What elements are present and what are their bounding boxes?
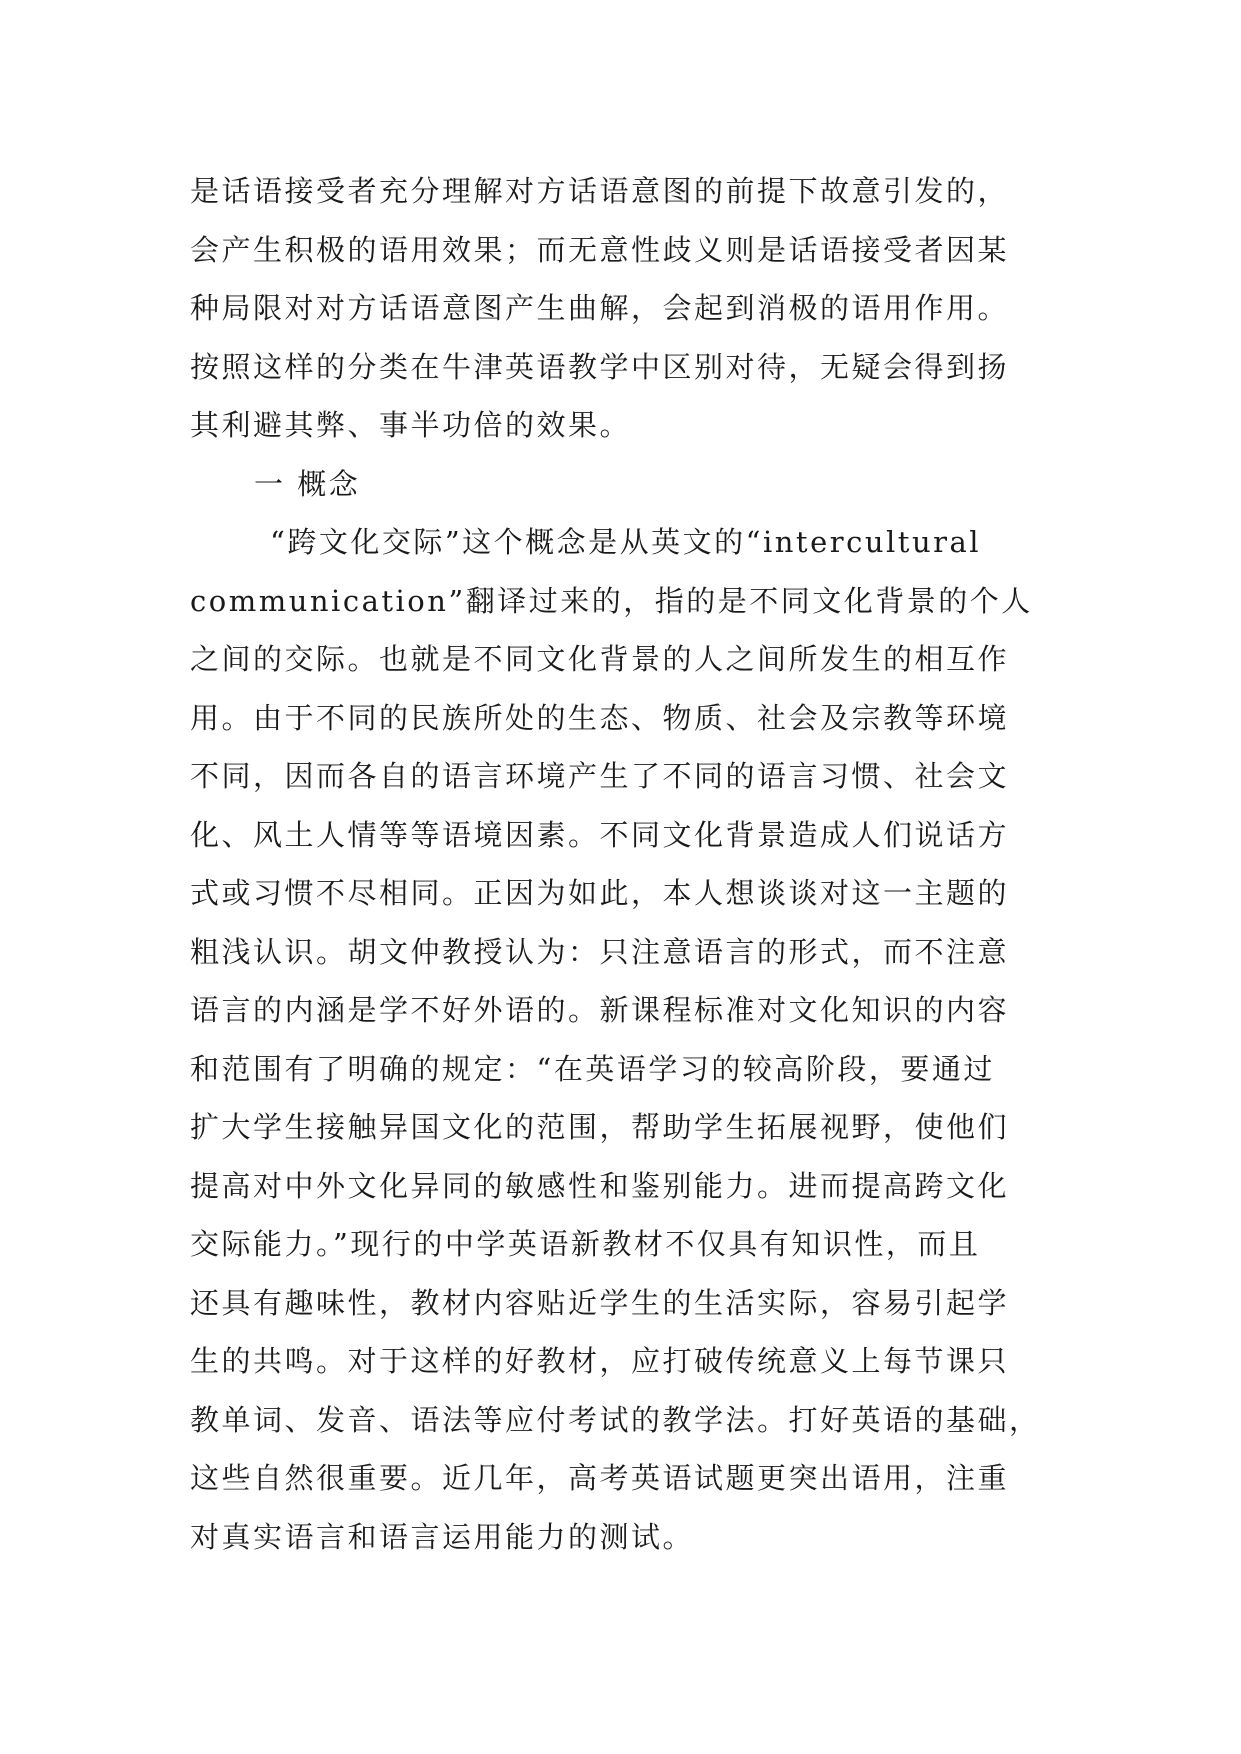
text-line: 化、风土人情等等语境因素。不同文化背景造成人们说话方 (190, 817, 1010, 852)
text-line: 这些自然很重要。近几年，高考英语试题更突出语用，注重 (190, 1461, 1010, 1495)
text-line: 语言的内涵是学不好外语的。新课程标准对文化知识的内容 (190, 993, 1010, 1027)
text-line: 对真实语言和语言运用能力的测试。 (190, 1519, 695, 1554)
text-line: 扩大学生接触异国文化的范围，帮助学生拓展视野，使他们 (190, 1110, 1010, 1144)
paragraph-first-line: “跨文化交际”这个概念是从英文的“intercultural (270, 525, 982, 559)
text-line: 按照这样的分类在牛津英语教学中区别对待，无疑会得到扬 (190, 349, 1010, 384)
text-line: 之间的交际。也就是不同文化背景的人之间所发生的相互作 (190, 642, 1010, 676)
text-line: 粗浅认识。胡文仲教授认为：只注意语言的形式，而不注意 (190, 934, 1010, 969)
text-line: 用。由于不同的民族所处的生态、物质、社会及宗教等环境 (190, 700, 1010, 735)
text-line: 还具有趣味性，教材内容贴近学生的生活实际，容易引起学 (190, 1285, 1010, 1320)
text-line: 式或习惯不尽相同。正因为如此，本人想谈谈对这一主题的 (190, 876, 1010, 910)
text-line: communication”翻译过来的，指的是不同文化背景的个人 (190, 583, 1033, 618)
text-line: 教单词、发音、语法等应付考试的教学法。打好英语的基础， (190, 1402, 1041, 1437)
text-line: 和范围有了明确的规定：“在英语学习的较高阶段，要通过 (190, 1051, 995, 1086)
text-line: 不同，因而各自的语言环境产生了不同的语言习惯、社会文 (190, 759, 1010, 793)
text-line: 交际能力。”现行的中学英语新教材不仅具有知识性，而且 (190, 1227, 981, 1261)
section-heading: 一 概念 (254, 466, 361, 501)
text-line: 会产生积极的语用效果；而无意性歧义则是话语接受者因某 (190, 232, 1010, 267)
text-line: 其利避其弊、事半功倍的效果。 (190, 408, 632, 442)
text-line: 生的共鸣。对于这样的好教材，应打破传统意义上每节课只 (190, 1344, 1010, 1378)
text-line: 是话语接受者充分理解对方话语意图的前提下故意引发的， (190, 174, 1010, 208)
text-line: 种局限对对方话语意图产生曲解，会起到消极的语用作用。 (190, 291, 1010, 325)
text-line: 提高对中外文化异同的敏感性和鉴别能力。进而提高跨文化 (190, 1168, 1010, 1203)
document-body (190, 162, 1070, 1566)
